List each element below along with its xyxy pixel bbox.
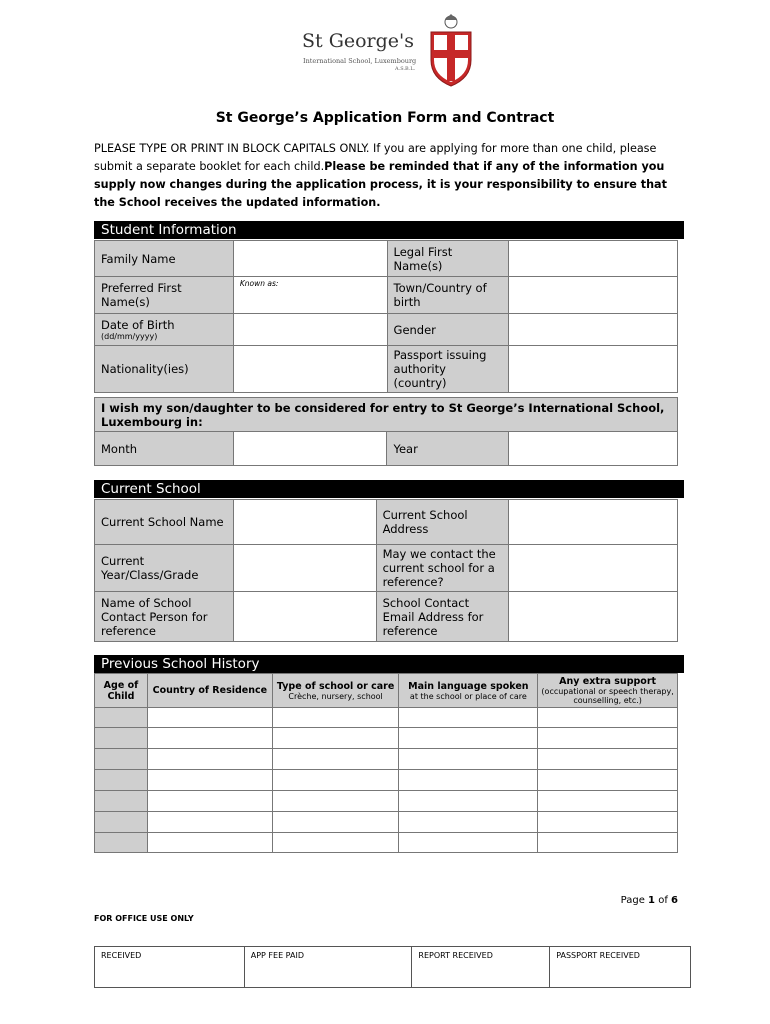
country-cell[interactable]	[147, 833, 272, 853]
table-row	[95, 833, 678, 853]
logo-subtitle: International School, Luxembourg	[303, 57, 417, 65]
current-school-address-field[interactable]	[509, 500, 678, 545]
age-cell[interactable]	[95, 791, 148, 812]
type-cell[interactable]	[272, 708, 399, 728]
language-cell[interactable]	[399, 770, 538, 791]
language-cell[interactable]	[399, 728, 538, 749]
col-type-sub: Crèche, nursery, school	[288, 691, 383, 701]
type-cell[interactable]	[272, 812, 399, 833]
intro-bold: Please be reminded that if any of the information you supply now changes during the application process, it is your responsibility to ensure that the School receives the updated information.	[94, 160, 667, 209]
town-country-birth-label: Town/Country of birth	[387, 277, 509, 314]
table-row	[95, 749, 678, 770]
legal-first-name-label: Legal First Name(s)	[387, 241, 509, 277]
col-language-title: Main language spoken	[408, 680, 529, 692]
entry-month-field[interactable]	[233, 432, 387, 466]
language-cell[interactable]	[399, 833, 538, 853]
contact-email-field[interactable]	[509, 592, 678, 642]
logo-name: St George's	[302, 30, 415, 52]
office-use-label: FOR OFFICE USE ONLY	[94, 914, 194, 923]
table-row	[95, 770, 678, 791]
app-fee-paid-cell: APP FEE PAID	[244, 947, 412, 988]
family-name-field[interactable]	[233, 241, 387, 277]
page-number	[621, 895, 678, 906]
age-cell[interactable]	[95, 708, 148, 728]
support-cell[interactable]	[538, 791, 678, 812]
current-year-class-field[interactable]	[233, 545, 376, 592]
student-info-header: Student Information	[94, 221, 684, 239]
current-school-name-field[interactable]	[233, 500, 376, 545]
col-language	[399, 674, 538, 708]
legal-first-name-field[interactable]	[509, 241, 678, 277]
office-use-table	[94, 946, 691, 988]
language-cell[interactable]	[399, 791, 538, 812]
student-info-table	[94, 240, 678, 393]
table-row	[95, 812, 678, 833]
age-cell[interactable]	[95, 749, 148, 770]
may-contact-field[interactable]	[509, 545, 678, 592]
current-school-header: Current School	[94, 480, 684, 498]
page-current: 1	[648, 895, 656, 906]
col-language-sub: at the school or place of care	[409, 691, 527, 701]
history-table	[94, 673, 678, 853]
type-cell[interactable]	[272, 791, 399, 812]
current-school-address-label: Current School Address	[376, 500, 509, 545]
passport-authority-field[interactable]	[509, 346, 678, 393]
support-cell[interactable]	[538, 812, 678, 833]
contact-email-label: School Contact Email Address for reference	[376, 592, 509, 642]
current-school-table	[94, 499, 678, 642]
support-cell[interactable]	[538, 749, 678, 770]
entry-table	[94, 397, 678, 466]
known-as-field[interactable]: Known as:	[233, 277, 387, 314]
page-prefix: Page	[620, 895, 645, 906]
gender-field[interactable]	[509, 314, 678, 346]
language-cell[interactable]	[399, 812, 538, 833]
col-support	[538, 674, 678, 708]
passport-received-cell: PASSPORT RECEIVED	[550, 947, 691, 988]
type-cell[interactable]	[272, 770, 399, 791]
country-cell[interactable]	[147, 770, 272, 791]
entry-year-label: Year	[387, 432, 509, 466]
passport-authority-label: Passport issuing authority (country)	[387, 346, 509, 393]
received-cell: RECEIVED	[95, 947, 245, 988]
col-support-title: Any extra support	[559, 676, 657, 687]
age-cell[interactable]	[95, 770, 148, 791]
contact-person-field[interactable]	[233, 592, 376, 642]
country-cell[interactable]	[147, 749, 272, 770]
country-cell[interactable]	[147, 708, 272, 728]
age-cell[interactable]	[95, 833, 148, 853]
entry-header: I wish my son/daughter to be considered for entry to St George’s International School, Luxembourg in:	[95, 398, 678, 432]
history-header: Previous School History	[94, 655, 684, 673]
language-cell[interactable]	[399, 708, 538, 728]
support-cell[interactable]	[538, 728, 678, 749]
type-cell[interactable]	[272, 728, 399, 749]
col-country: Country of Residence	[147, 674, 272, 708]
table-row	[95, 708, 678, 728]
page-title: St George’s Application Form and Contract	[215, 110, 555, 126]
intro-normal: PLEASE TYPE OR PRINT IN BLOCK CAPITALS ONLY. If you are applying for more than one child, please submit a separate booklet for each child.	[94, 142, 657, 173]
report-received-cell: REPORT RECEIVED	[412, 947, 550, 988]
may-contact-label: May we contact the current school for a reference?	[376, 545, 509, 592]
col-age: Age of Child	[95, 674, 148, 708]
country-cell[interactable]	[147, 728, 272, 749]
type-cell[interactable]	[272, 833, 399, 853]
dob-format-hint: (dd/mm/yyyy)	[101, 332, 158, 341]
entry-month-label: Month	[95, 432, 234, 466]
age-cell[interactable]	[95, 728, 148, 749]
country-cell[interactable]	[147, 791, 272, 812]
age-cell[interactable]	[95, 812, 148, 833]
preferred-first-name-label: Preferred First Name(s)	[95, 277, 234, 314]
dob-label-text: Date of Birth	[101, 318, 175, 332]
shield-crest-icon	[425, 10, 477, 90]
nationality-field[interactable]	[233, 346, 387, 393]
date-of-birth-field[interactable]	[233, 314, 387, 346]
table-row	[95, 791, 678, 812]
type-cell[interactable]	[272, 749, 399, 770]
nationality-label: Nationality(ies)	[95, 346, 234, 393]
page-total: 6	[671, 895, 678, 906]
language-cell[interactable]	[399, 749, 538, 770]
table-row	[95, 728, 678, 749]
logo-subtitle-2: A.S.B.L.	[395, 66, 416, 72]
country-cell[interactable]	[147, 812, 272, 833]
support-cell[interactable]	[538, 708, 678, 728]
support-cell[interactable]	[538, 833, 678, 853]
date-of-birth-label	[95, 314, 234, 346]
town-country-birth-field[interactable]	[509, 277, 678, 314]
support-cell[interactable]	[538, 770, 678, 791]
current-year-class-label: Current Year/Class/Grade	[95, 545, 234, 592]
current-school-name-label: Current School Name	[95, 500, 234, 545]
gender-label: Gender	[387, 314, 509, 346]
contact-person-label: Name of School Contact Person for reference	[95, 592, 234, 642]
family-name-label: Family Name	[95, 241, 234, 277]
col-support-sub: (occupational or speech therapy, counselling, etc.)	[541, 687, 674, 705]
entry-year-field[interactable]	[509, 432, 678, 466]
col-type	[272, 674, 399, 708]
intro-text	[94, 140, 684, 212]
page-of: of	[658, 895, 668, 906]
col-type-title: Type of school or care	[276, 680, 395, 692]
